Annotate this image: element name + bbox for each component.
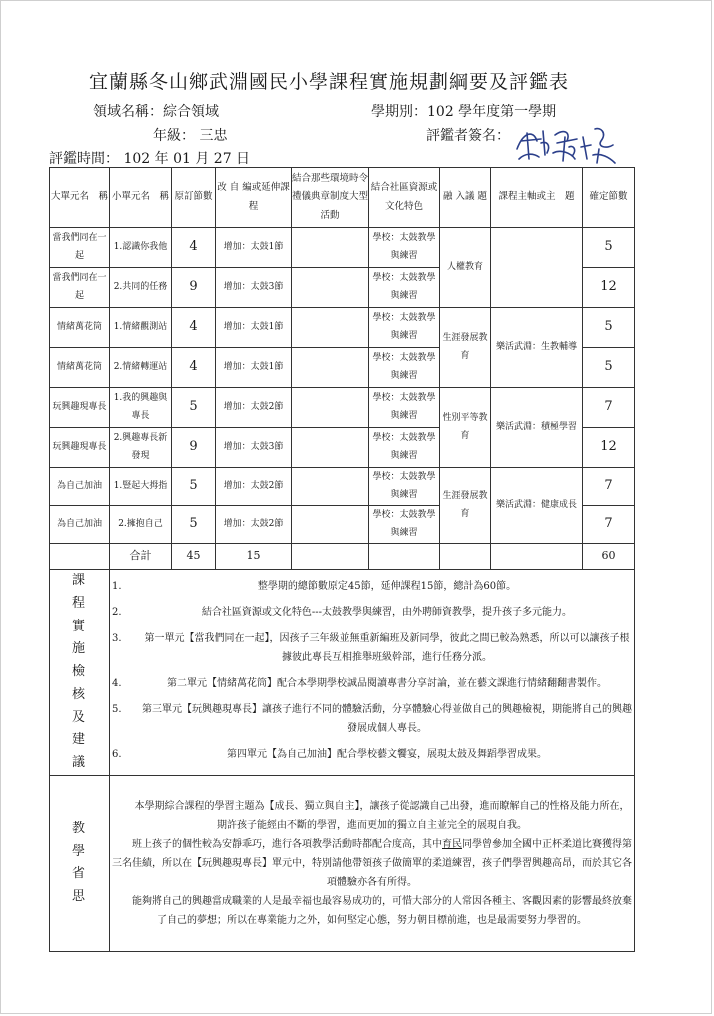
domain-label: 領域名稱：綜合領域 xyxy=(93,104,219,120)
ext-cell: 增加：太鼓1節 xyxy=(216,228,292,268)
unit-cell: 玩興趣現專長 xyxy=(50,388,110,428)
table-row xyxy=(50,388,635,428)
col-law-header: 結合那些環境時令禮儀典章制度大型活動 xyxy=(292,168,369,228)
orig-cell: 5 xyxy=(172,388,216,428)
grade-label: 年級： 三忠 xyxy=(153,128,228,144)
col-unit-header: 大單元名 稱 xyxy=(50,168,110,228)
signer-label: 評鑑者簽名： xyxy=(426,128,510,144)
law-cell xyxy=(292,428,369,468)
law-cell xyxy=(292,268,369,308)
final-cell: 12 xyxy=(583,268,635,308)
total-label: 合計 xyxy=(110,544,172,570)
orig-cell: 9 xyxy=(172,428,216,468)
orig-cell: 4 xyxy=(172,308,216,348)
law-cell xyxy=(292,506,369,544)
orig-cell: 5 xyxy=(172,506,216,544)
issue-cell: 人權教育 xyxy=(440,228,491,308)
ext-cell: 增加：太鼓3節 xyxy=(216,428,292,468)
law-cell xyxy=(292,468,369,506)
issue-cell: 生涯發展教育 xyxy=(440,468,491,544)
ext-cell: 增加：太鼓1節 xyxy=(216,308,292,348)
reflection-row xyxy=(50,775,635,951)
comm-cell: 學校：太鼓教學與練習 xyxy=(369,428,440,468)
col-issue-header: 融 入議 題 xyxy=(440,168,491,228)
final-cell: 7 xyxy=(583,388,635,428)
plan-label-cell xyxy=(50,570,110,776)
comm-cell: 學校：太鼓教學與練習 xyxy=(369,468,440,506)
orig-cell: 5 xyxy=(172,468,216,506)
theme-cell: 樂活武淵：積極學習 xyxy=(491,388,583,468)
col-comm-header: 結合社區資源或文化特色 xyxy=(369,168,440,228)
unit-cell: 當我們同在一起 xyxy=(50,268,110,308)
issue-cell: 生涯發展教育 xyxy=(440,308,491,388)
curriculum-table xyxy=(49,167,635,952)
sub-cell: 2.興趣專長新發現 xyxy=(110,428,172,468)
theme-cell: 樂活武淵：生教輔導 xyxy=(491,308,583,388)
document-title: 宜蘭縣冬山鄉武淵國民小學課程實施規劃綱要及評鑑表 xyxy=(89,71,570,93)
table-row xyxy=(50,308,635,348)
issue-cell: 性別平等教育 xyxy=(440,388,491,468)
plan-content xyxy=(110,570,635,776)
reflection-label: 教學省思 xyxy=(71,820,87,904)
unit-cell: 玩興趣現專長 xyxy=(50,428,110,468)
ext-cell: 增加：太鼓2節 xyxy=(216,468,292,506)
student-name: 育民 xyxy=(442,838,462,850)
reflection-paragraph: 本學期綜合課程的學習主題為【成長、獨立與自主】，讓孩子從認識自己出發，進而瞭解自己的性格及能力所在，期許孩子能經由不斷的學習，進而更加的獨立自主並完全的展現自我。 xyxy=(134,800,630,831)
plan-item: 2. 結合社區資源或文化特色---太鼓教學與練習，由外聘師資教學，提升孩子多元能力。 xyxy=(112,606,573,618)
law-cell xyxy=(292,308,369,348)
comm-cell: 學校：太鼓教學與練習 xyxy=(369,388,440,428)
sub-cell: 2.共同的任務 xyxy=(110,268,172,308)
sub-cell: 1.認識你我他 xyxy=(110,228,172,268)
col-theme-header: 課程主軸或主 題 xyxy=(491,168,583,228)
law-cell xyxy=(292,388,369,428)
ext-cell: 增加：太鼓2節 xyxy=(216,388,292,428)
theme-cell: 樂活武淵：健康成長 xyxy=(491,468,583,544)
ext-cell: 增加：太鼓2節 xyxy=(216,506,292,544)
reflection-label-cell xyxy=(50,775,110,951)
plan-item: 6. 第四單元【為自己加油】配合學校藝文饗宴，展現太鼓及舞蹈學習成果。 xyxy=(112,748,547,760)
unit-cell: 為自己加油 xyxy=(50,506,110,544)
col-sub-header: 小單元名 稱 xyxy=(110,168,172,228)
total-final: 60 xyxy=(583,544,635,570)
sub-cell: 2.情緒轉運站 xyxy=(110,348,172,388)
unit-cell: 為自己加油 xyxy=(50,468,110,506)
sub-cell: 1.我的興趣與專長 xyxy=(110,388,172,428)
final-cell: 5 xyxy=(583,348,635,388)
reflection-content xyxy=(110,775,635,951)
ext-cell: 增加：太鼓1節 xyxy=(216,348,292,388)
sub-cell: 1.情緒觀測站 xyxy=(110,308,172,348)
handwritten-signature xyxy=(511,119,621,167)
plan-item: 4. 第二單元【情緒萬花筒】配合本學期學校誠品閱讀專書分享討論，並在藝文課進行情緒翻翻書製作。 xyxy=(112,677,607,689)
law-cell xyxy=(292,228,369,268)
comm-cell: 學校：太鼓教學與練習 xyxy=(369,228,440,268)
plan-row xyxy=(50,570,635,776)
plan-item: 1. 整學期的總節數原定45節，延伸課程15節，總計為60節。 xyxy=(112,580,517,592)
semester-label: 學期別：102 學年度第一學期 xyxy=(371,104,557,120)
final-cell: 7 xyxy=(583,506,635,544)
ext-cell: 增加：太鼓3節 xyxy=(216,268,292,308)
orig-cell: 4 xyxy=(172,348,216,388)
comm-cell: 學校：太鼓教學與練習 xyxy=(369,348,440,388)
total-orig: 45 xyxy=(172,544,216,570)
plan-item: 5. 第三單元【玩興趣現專長】讓孩子進行不同的體驗活動，分享體驗心得並做自己的興趣檢視，期能將自己的興趣發展成個人專長。 xyxy=(112,703,632,734)
law-cell xyxy=(292,348,369,388)
sub-cell: 1.豎起大拇指 xyxy=(110,468,172,506)
reflection-paragraph: 班上孩子的個性較為安靜乖巧，進行各項教學活動時都配合度高，其中育民同學曾參加全國中正杯柔道比賽獲得第三名佳績，所以在【玩興趣現專長】單元中，特別請他帶領孩子做簡單的柔道練習，孩子們學習興趣高昂，而於其它各項體驗亦各有所得。 xyxy=(112,838,632,888)
total-ext: 15 xyxy=(216,544,292,570)
col-ext-header: 改 自 編或延伸課程 xyxy=(216,168,292,228)
comm-cell: 學校：太鼓教學與練習 xyxy=(369,506,440,544)
unit-cell: 情緒萬花筒 xyxy=(50,348,110,388)
col-orig-header: 原訂節數 xyxy=(172,168,216,228)
orig-cell: 9 xyxy=(172,268,216,308)
unit-cell: 當我們同在一起 xyxy=(50,228,110,268)
final-cell: 7 xyxy=(583,468,635,506)
theme-cell xyxy=(491,228,583,308)
final-cell: 5 xyxy=(583,308,635,348)
plan-label: 課程實施檢核及建議 xyxy=(71,573,87,770)
final-cell: 12 xyxy=(583,428,635,468)
header-row xyxy=(50,168,635,228)
final-cell: 5 xyxy=(583,228,635,268)
orig-cell: 4 xyxy=(172,228,216,268)
eval-time-label: 評鑑時間： 102 年 01 月 27 日 xyxy=(49,151,251,167)
col-final-header: 確定節數 xyxy=(583,168,635,228)
table-row xyxy=(50,468,635,506)
comm-cell: 學校：太鼓教學與練習 xyxy=(369,268,440,308)
unit-cell: 情緒萬花筒 xyxy=(50,308,110,348)
total-row xyxy=(50,544,635,570)
table-row xyxy=(50,228,635,268)
reflection-paragraph: 能夠將自己的興趣當成職業的人是最幸福也最容易成功的，可惜大部分的人常因各種主、客觀因素的影響最終放棄了自己的夢想；所以在專業能力之外，如何堅定心態，努力朝目標前進，也是最需要努力學習的。 xyxy=(132,895,632,926)
comm-cell: 學校：太鼓教學與練習 xyxy=(369,308,440,348)
sub-cell: 2.擁抱自己 xyxy=(110,506,172,544)
plan-item: 3. 第一單元【當我們同在一起】，因孩子三年級並無重新編班及新同學，彼此之間已較為熟悉，所以可以讓孩子根據彼此專長互相推舉班級幹部，進行任務分派。 xyxy=(112,632,630,663)
